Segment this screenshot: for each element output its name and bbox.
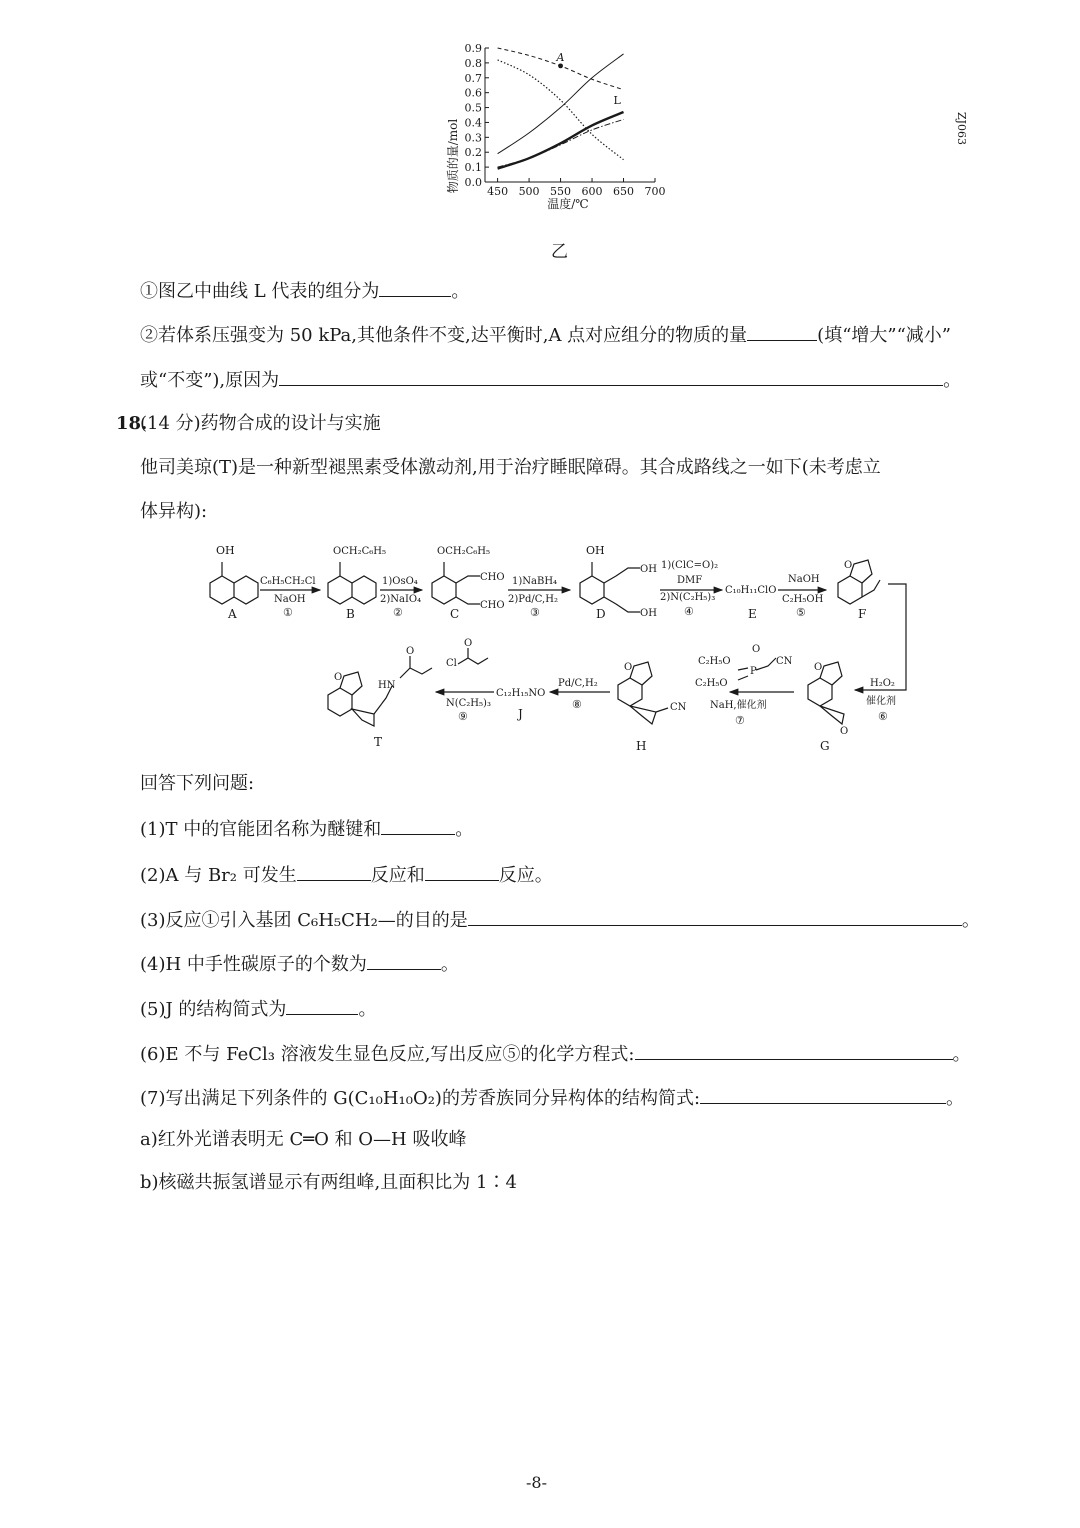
svg-text:NaOH: NaOH xyxy=(274,594,306,605)
q18-condition-b: b)核磁共振氢谱显示有两组峰,且面积比为 1∶4 xyxy=(140,1172,517,1193)
q18-sub6: (6)E 不与 FeCl₃ 溶液发生显色反应,写出反应⑤的化学方程式: 。 xyxy=(140,1041,971,1067)
page-number: -8- xyxy=(526,1473,547,1492)
q18-title: (14 分)药物合成的设计与实施 xyxy=(140,413,381,434)
svg-text:O: O xyxy=(752,644,761,655)
svg-text:⑨: ⑨ xyxy=(458,710,468,723)
answer-blank[interactable] xyxy=(286,996,358,1015)
compound-J: C₁₂H₁₅NO xyxy=(496,688,546,699)
x-tick-label: 500 xyxy=(518,185,540,198)
svg-text:1)NaBH₄: 1)NaBH₄ xyxy=(512,576,558,587)
svg-text:⑧: ⑧ xyxy=(572,698,582,711)
series-label: L xyxy=(613,94,621,108)
svg-text:N(C₂H₅)₃: N(C₂H₅)₃ xyxy=(446,698,491,709)
answer-blank[interactable] xyxy=(700,1085,946,1104)
point-A-label: A xyxy=(556,50,565,64)
answer-blank[interactable] xyxy=(468,907,962,926)
svg-text:CHO: CHO xyxy=(480,572,505,583)
svg-text:C₂H₅O: C₂H₅O xyxy=(695,678,728,689)
svg-text:O: O xyxy=(844,560,853,571)
y-tick-label: 0.8 xyxy=(464,56,482,70)
label-B: B xyxy=(346,607,355,621)
figure-caption: 乙 xyxy=(551,242,568,262)
q18-sub5: (5)J 的结构简式为 。 xyxy=(140,996,376,1022)
compound-G xyxy=(808,662,848,753)
svg-text:OH: OH xyxy=(640,564,657,575)
q18-sub7: (7)写出满足下列条件的 G(C₁₀H₁₀O₂)的芳香族同分异构体的结构简式: 。 xyxy=(140,1085,964,1111)
svg-text:Cl: Cl xyxy=(446,658,457,669)
x-tick-label: 450 xyxy=(487,185,509,198)
compound-F xyxy=(838,560,880,621)
x-tick-label: 550 xyxy=(550,185,572,198)
answer-blank[interactable] xyxy=(297,862,371,881)
question-number: 18. xyxy=(116,413,148,434)
answer-blank[interactable] xyxy=(367,951,441,970)
label-D: D xyxy=(596,607,606,621)
svg-text:NaOH: NaOH xyxy=(788,574,820,585)
svg-text:⑥: ⑥ xyxy=(878,710,888,723)
x-tick-label: 600 xyxy=(581,185,603,198)
svg-text:O: O xyxy=(814,662,823,673)
y-tick-label: 0.2 xyxy=(464,146,482,160)
chart-figure xyxy=(420,36,720,236)
compound-C xyxy=(432,546,505,621)
svg-text:⑦: ⑦ xyxy=(735,714,745,727)
q17-sub1: ①图乙中曲线 L 代表的组分为 。 xyxy=(140,278,469,304)
y-tick-label: 0.4 xyxy=(464,116,482,130)
label-H: H xyxy=(636,739,647,753)
svg-text:催化剂: 催化剂 xyxy=(866,696,896,707)
compound-T xyxy=(328,646,432,749)
answer-blank[interactable] xyxy=(279,367,943,386)
svg-text:C₆H₅CH₂Cl: C₆H₅CH₂Cl xyxy=(260,576,316,587)
svg-text:HN: HN xyxy=(378,680,396,691)
svg-text:⑤: ⑤ xyxy=(796,606,806,619)
series-line-bold xyxy=(498,112,624,169)
svg-text:O: O xyxy=(464,638,473,649)
svg-text:P: P xyxy=(750,666,757,677)
label-G: G xyxy=(820,739,830,753)
point-A-marker xyxy=(558,63,563,68)
svg-text:OCH₂C₆H₅: OCH₂C₆H₅ xyxy=(333,546,386,557)
answer-blank[interactable] xyxy=(379,278,451,297)
synthesis-scheme xyxy=(190,538,930,763)
y-tick-label: 0.5 xyxy=(464,101,482,115)
svg-text:③: ③ xyxy=(530,606,540,619)
compound-H xyxy=(618,662,687,753)
svg-text:2)N(C₂H₅)₃: 2)N(C₂H₅)₃ xyxy=(660,592,716,603)
chart-plot xyxy=(465,42,666,198)
arrow-6-path xyxy=(855,584,906,690)
chart-xlabel: 温度/℃ xyxy=(547,197,589,211)
x-tick-label: 650 xyxy=(613,185,635,198)
svg-text:②: ② xyxy=(393,606,403,619)
label-F: F xyxy=(858,607,867,621)
y-tick-label: 0.6 xyxy=(464,86,482,100)
q18-prompt: 回答下列问题: xyxy=(140,773,255,794)
label-T: T xyxy=(374,735,383,749)
svg-text:C₂H₅OH: C₂H₅OH xyxy=(782,594,824,605)
svg-text:④: ④ xyxy=(684,605,694,618)
series-line-thin xyxy=(498,54,624,154)
q17-sub2: ②若体系压强变为 50 kPa,其他条件不变,达平衡时,A 点对应组分的物质的量 (填“增大”“减小” xyxy=(140,322,951,348)
A-oh: OH xyxy=(216,544,235,557)
svg-text:NaH,催化剂: NaH,催化剂 xyxy=(710,700,767,711)
q18-intro-2: 体异构): xyxy=(140,501,208,522)
label-J: J xyxy=(518,707,523,721)
y-tick-label: 0.7 xyxy=(464,71,482,85)
y-tick-label: 0.9 xyxy=(464,42,482,55)
side-code: ZJ063 xyxy=(955,112,968,146)
answer-blank[interactable] xyxy=(635,1041,953,1060)
svg-text:CN: CN xyxy=(776,656,793,667)
q17-sub2b: 或“不变”),原因为 。 xyxy=(140,367,961,393)
svg-text:CN: CN xyxy=(670,702,687,713)
q18-condition-a: a)红外光谱表明无 C═O 和 O—H 吸收峰 xyxy=(140,1129,467,1150)
svg-text:C₂H₅O: C₂H₅O xyxy=(698,656,731,667)
svg-text:Pd/C,H₂: Pd/C,H₂ xyxy=(558,678,598,689)
svg-text:1)OsO₄: 1)OsO₄ xyxy=(382,576,418,587)
svg-text:2)Pd/C,H₂: 2)Pd/C,H₂ xyxy=(508,594,558,605)
svg-text:①: ① xyxy=(283,606,293,619)
q18-sub4: (4)H 中手性碳原子的个数为 。 xyxy=(140,951,459,977)
answer-blank[interactable] xyxy=(425,862,499,881)
svg-text:O: O xyxy=(840,726,849,737)
svg-text:DMF: DMF xyxy=(677,575,703,586)
y-tick-label: 0.3 xyxy=(464,131,482,145)
svg-text:O: O xyxy=(406,646,415,657)
q18-intro-1: 他司美琼(T)是一种新型褪黑素受体激动剂,用于治疗睡眠障碍。其合成路线之一如下(未考虑立 xyxy=(140,457,881,478)
svg-text:O: O xyxy=(624,662,633,673)
y-tick-label: 0.0 xyxy=(464,176,482,189)
x-tick-label: 700 xyxy=(644,185,666,198)
svg-text:OH: OH xyxy=(586,544,605,557)
svg-text:H₂O₂: H₂O₂ xyxy=(870,678,895,689)
label-C: C xyxy=(450,607,460,621)
answer-blank[interactable] xyxy=(747,322,817,341)
svg-text:O: O xyxy=(334,672,343,683)
q18-sub2: (2)A 与 Br₂ 可发生 反应和 反应。 xyxy=(140,862,553,888)
label-A: A xyxy=(228,607,237,621)
compound-E: C₁₀H₁₁ClO xyxy=(725,585,777,596)
q18-sub3: (3)反应①引入基团 C₆H₅CH₂—的目的是 。 xyxy=(140,907,980,933)
svg-text:OCH₂C₆H₅: OCH₂C₆H₅ xyxy=(437,546,490,557)
chart-ylabel: 物质的量/mol xyxy=(446,118,460,194)
svg-text:OH: OH xyxy=(640,608,657,619)
compound-A xyxy=(210,544,258,621)
label-E: E xyxy=(748,607,757,621)
svg-text:1)(ClC=O)₂: 1)(ClC=O)₂ xyxy=(661,560,719,571)
y-tick-label: 0.1 xyxy=(464,161,482,175)
answer-blank[interactable] xyxy=(381,816,455,835)
svg-text:2)NaIO₄: 2)NaIO₄ xyxy=(380,594,422,605)
q18-sub1: (1)T 中的官能团名称为醚键和 。 xyxy=(140,816,473,842)
compound-D xyxy=(580,544,657,621)
svg-text:CHO: CHO xyxy=(480,600,505,611)
compound-B xyxy=(328,546,386,621)
